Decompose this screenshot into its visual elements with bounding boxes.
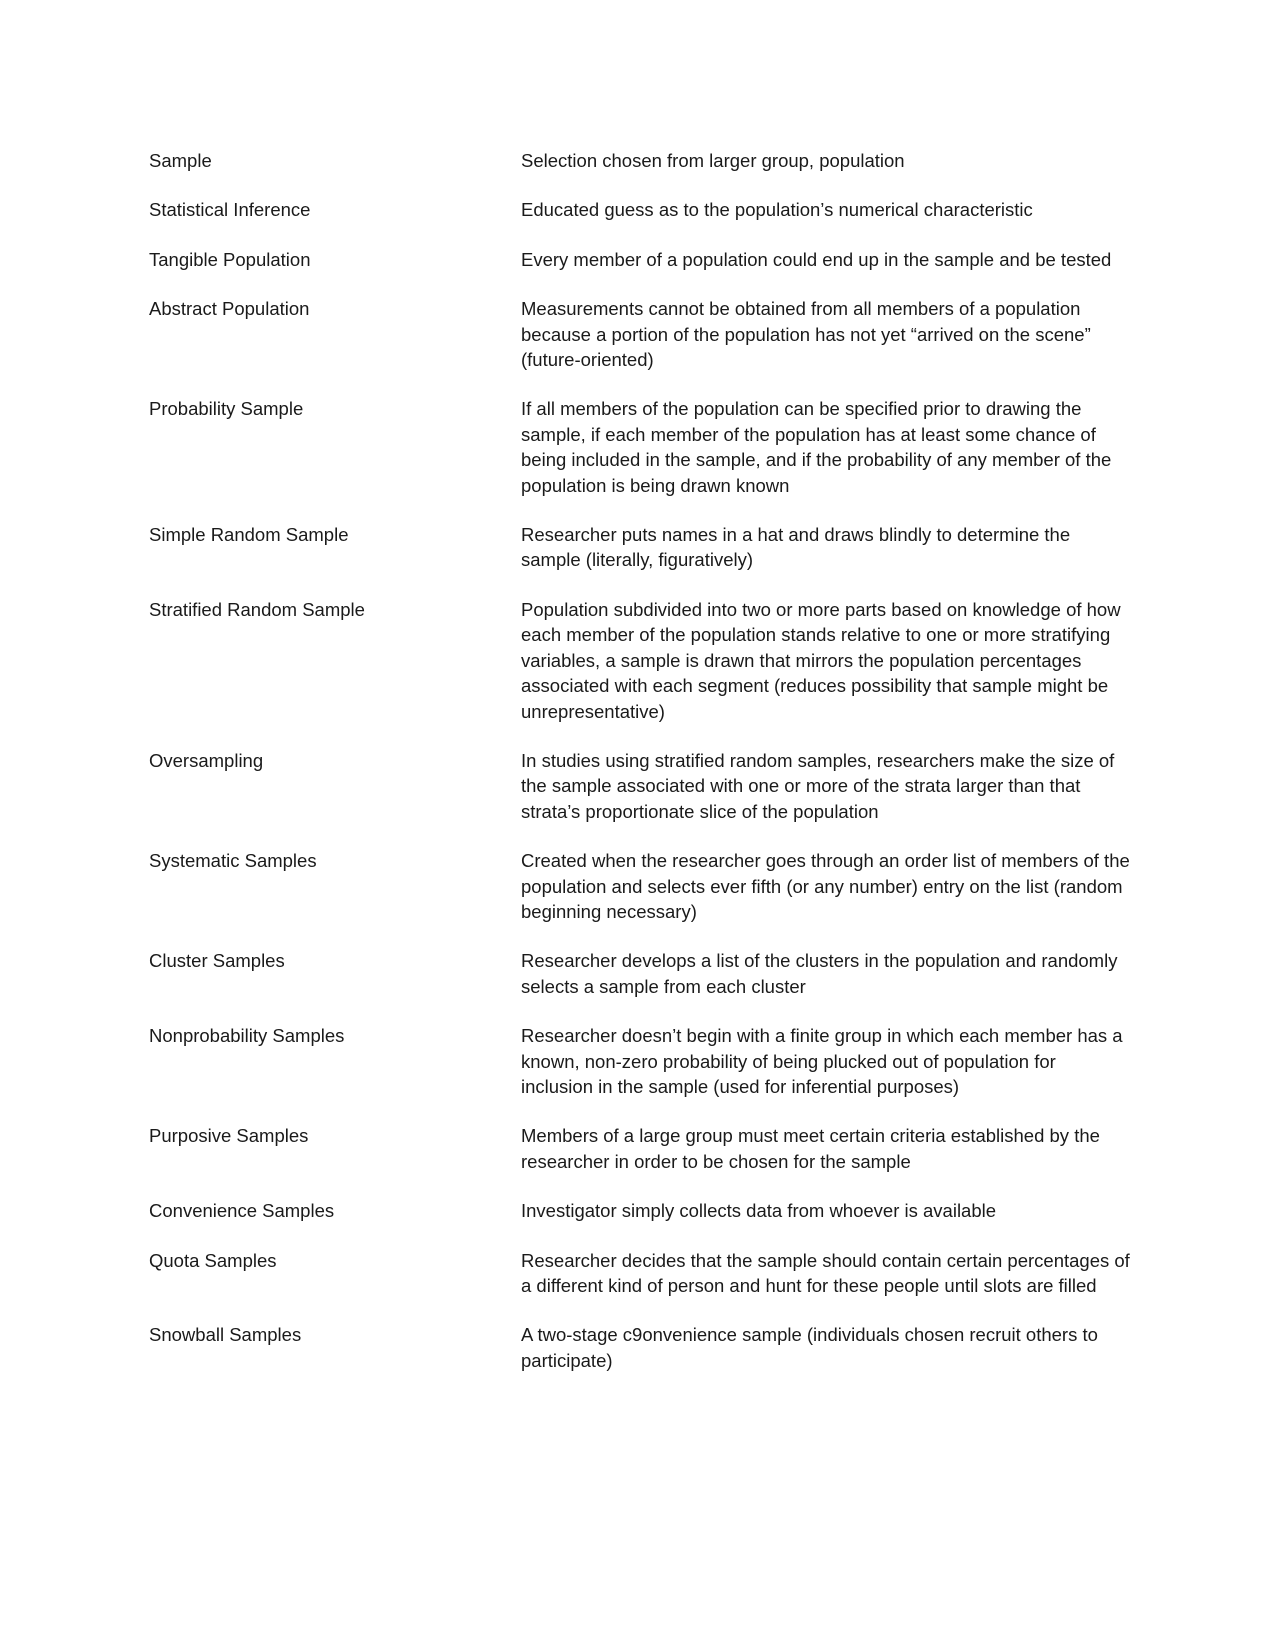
glossary-definition: Created when the researcher goes through an order list of members of the population and selects ever fifth (or any number) entry on the list (random beginning necessary) [521,850,1130,922]
glossary-definition: Every member of a population could end up in the sample and be tested [521,248,1112,270]
glossary-entry [149,1198,1129,1223]
glossary-entry [149,597,1129,724]
glossary-term: Sample [149,150,212,171]
glossary-definition: Investigator simply collects data from whoever is available [521,1200,997,1222]
glossary-term: Tangible Population [149,248,311,270]
glossary-term: Simple Random Sample [149,524,349,546]
glossary-term: Nonprobability Samples [149,1025,345,1047]
glossary-definition: Population subdivided into two or more parts based on knowledge of how each member of the population stands relative to one or more stratifying variables, a sample is drawn that mirrors the population percentages associated with each segment (reduces possibility that sample might be unrepresentative) [521,598,1121,722]
glossary-definition: In studies using stratified random samples, researchers make the size of the sample associated with one or more of the strata larger than that strata’s proportionate slice of the population [521,749,1115,822]
glossary-entry [149,1322,1129,1373]
glossary-term: Purposive Samples [149,1125,309,1147]
glossary-list [149,148,1129,1397]
glossary-definition: Educated guess as to the population’s numerical characteristic [521,199,1033,221]
glossary-entry [149,848,1129,924]
glossary-entry [149,148,1129,173]
glossary-definition: Researcher doesn’t begin with a finite group in which each member has a known, non-zero probability of being plucked out of population for inclusion in the sample (used for inferential purposes) [521,1025,1123,1097]
glossary-entry [149,396,1129,498]
glossary-definition: Selection chosen from larger group, population [521,150,905,171]
glossary-definition: If all members of the population can be specified prior to drawing the sample, if each member of the population has at least some chance of being included in the sample, and if the probability of any member of the population is being drawn known [521,398,1112,496]
glossary-term: Cluster Samples [149,950,285,972]
glossary-entry [149,1123,1129,1174]
glossary-definition: Researcher decides that the sample should contain certain percentages of a different kind of person and hunt for these people until slots are filled [521,1249,1130,1296]
glossary-entry [149,247,1129,272]
glossary-term: Oversampling [149,749,264,771]
glossary-definition: A two-stage c9onvenience sample (individuals chosen recruit others to participate) [521,1324,1098,1371]
glossary-entry [149,197,1129,222]
glossary-term: Convenience Samples [149,1200,335,1222]
glossary-term: Statistical Inference [149,199,311,221]
glossary-entry [149,1023,1129,1099]
glossary-entry [149,748,1129,824]
glossary-entry [149,522,1129,573]
glossary-term: Stratified Random Sample [149,598,365,620]
glossary-entry [149,1248,1129,1299]
glossary-term: Probability Sample [149,398,304,420]
glossary-term: Abstract Population [149,298,310,320]
glossary-definition: Measurements cannot be obtained from all members of a population because a portion of the population has not yet “arrived on the scene” (future-oriented) [521,298,1091,371]
glossary-term: Systematic Samples [149,850,317,872]
glossary-definition: Members of a large group must meet certain criteria established by the researcher in order to be chosen for the sample [521,1125,1100,1172]
glossary-definition: Researcher develops a list of the clusters in the population and randomly selects a sample from each cluster [521,950,1118,997]
glossary-definition: Researcher puts names in a hat and draws blindly to determine the sample (literally, figuratively) [521,524,1071,571]
glossary-entry [149,296,1129,372]
glossary-term: Quota Samples [149,1249,277,1271]
glossary-entry [149,948,1129,999]
glossary-term: Snowball Samples [149,1324,302,1346]
